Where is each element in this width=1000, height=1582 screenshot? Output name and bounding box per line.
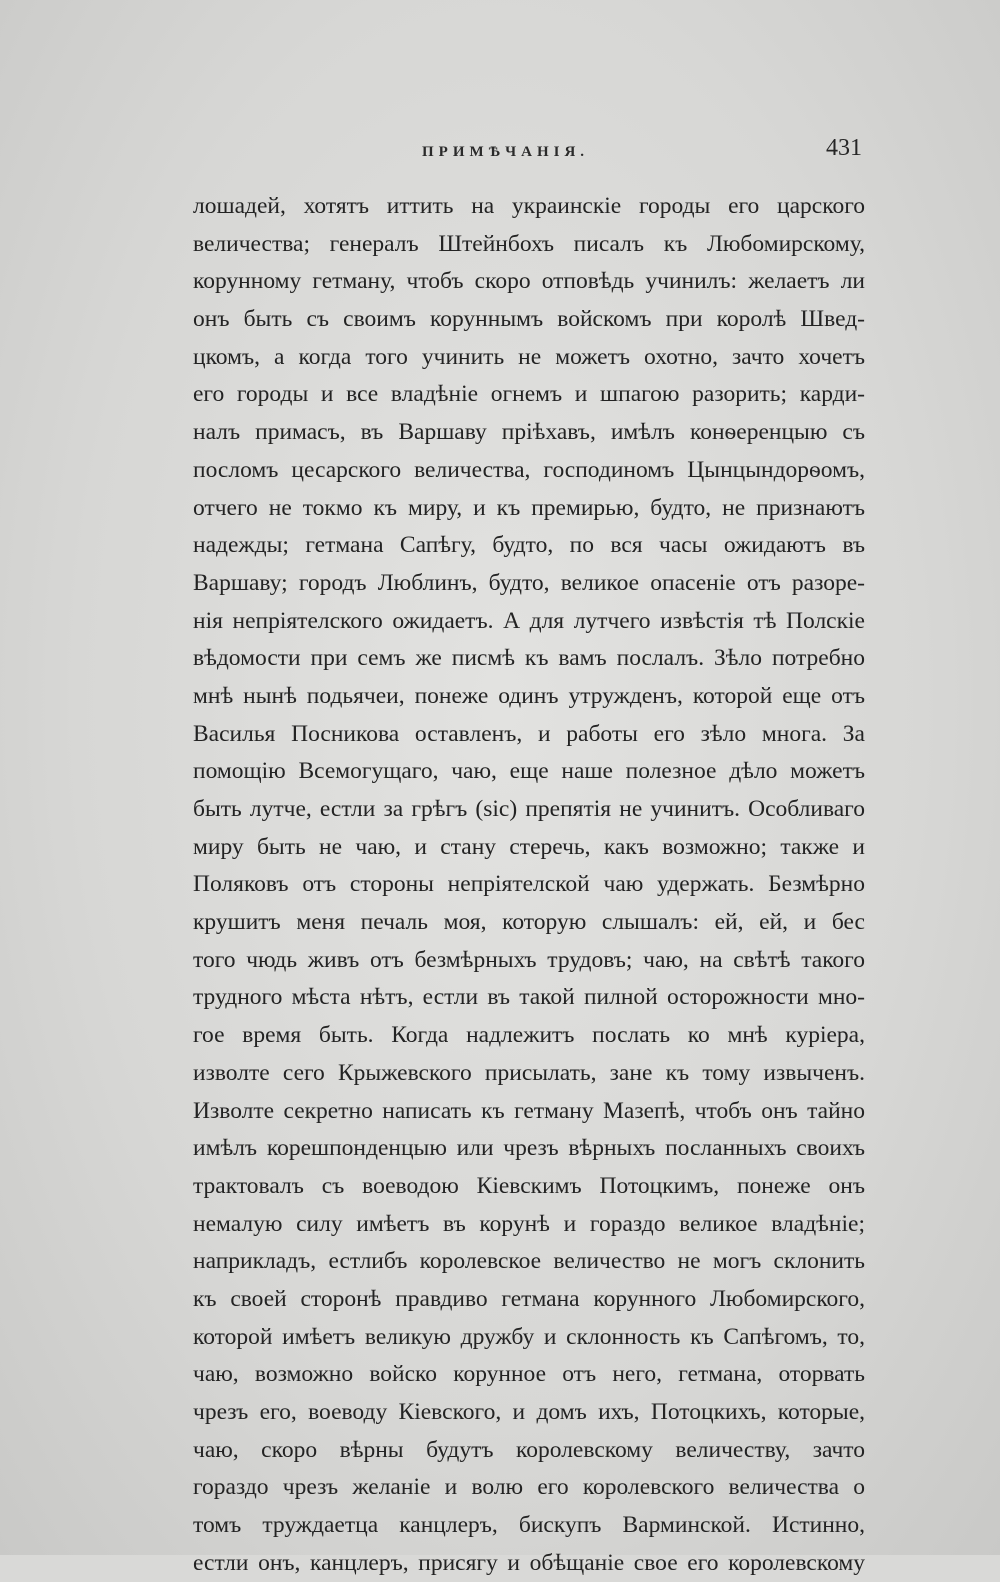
text-line: чаю, возможно войско корунное отъ него, гетмана, оторвать — [193, 1361, 865, 1388]
text-line: налъ примасъ, въ Варшаву пріѣхавъ, имѣлъ конѳеренцыю съ — [193, 419, 865, 446]
text-line: трактовалъ съ воеводою Кіевскимъ Потоцкимъ, понеже онъ — [193, 1172, 865, 1199]
text-line: посломъ цесарского величества, господиномъ Цынцындорѳомъ, — [193, 456, 865, 483]
text-line: Поляковъ отъ стороны непріятелской чаю удержать. Безмѣрно — [193, 871, 865, 898]
text-line: наприкладъ, естлибъ королевское величество не могъ склонить — [193, 1248, 865, 1275]
text-line: Варшаву; городъ Люблинъ, будто, великое опасеніе отъ разоре- — [193, 569, 865, 596]
text-line: которой имѣетъ великую дружбу и склонность къ Сапѣгомъ, то, — [193, 1323, 865, 1350]
text-line: цкомъ, а когда того учинить не можетъ охотно, зачто хочетъ — [193, 343, 865, 370]
text-line: естли онъ, канцлеръ, присягу и обѣщаніе свое его королевскому — [193, 1549, 865, 1576]
text-line: надежды; гетмана Сапѣгу, будто, по вся часы ожидаютъ въ — [193, 532, 865, 559]
text-line: трудного мѣста нѣтъ, естли въ такой пилной осторожности мно- — [193, 984, 865, 1011]
text-line: его городы и все владѣніе огнемъ и шпагою разорить; карди- — [193, 381, 865, 408]
text-line: того чюдь живъ отъ безмѣрныхъ трудовъ; чаю, на свѣтѣ такого — [193, 946, 865, 973]
text-line: корунному гетману, чтобъ скоро отповѣдь учинилъ: желаетъ ли — [193, 268, 865, 295]
text-line: гое время быть. Когда надлежитъ послать ко мнѣ куріера, — [193, 1022, 865, 1049]
text-line: томъ труждаетца канцлеръ, бискупъ Варминской. Истинно, — [193, 1512, 865, 1539]
text-line: чаю, скоро вѣрны будутъ королевскому величеству, зачто — [193, 1436, 865, 1463]
text-line: помощію Всемогущаго, чаю, еще наше полезное дѣло можетъ — [193, 758, 865, 785]
body-text — [193, 188, 865, 1582]
text-line: отчего не токмо къ миру, и къ премирью, будто, не признаютъ — [193, 494, 865, 521]
text-line: величества; генералъ Штейнбохъ писалъ къ Любомирскому, — [193, 230, 865, 257]
text-line: гораздо чрезъ желаніе и волю его королевского величества о — [193, 1474, 865, 1501]
text-line: имѣлъ корешпонденцыю или чрезъ вѣрныхъ посланныхъ своихъ — [193, 1135, 865, 1162]
text-line: вѣдомости при семъ же писмѣ къ вамъ послалъ. Зѣло потребно — [193, 645, 865, 672]
text-line: лошадей, хотятъ иттить на украинскіе городы его царского — [193, 193, 865, 219]
text-line: нія непріятелского ожидаетъ. А для лутчего извѣстія тѣ Полскіе — [193, 607, 865, 634]
text-line: изволте сего Крыжевского присылать, зане къ тому извыченъ. — [193, 1059, 865, 1086]
text-line: мнѣ нынѣ подьячеи, понеже одинъ утружденъ, которой еще отъ — [193, 682, 865, 709]
text-line: крушитъ меня печаль моя, которую слышалъ: ей, ей, и бес — [193, 909, 865, 936]
text-line: миру быть не чаю, и стану стеречь, какъ возможно; также и — [193, 833, 865, 860]
text-line: Василья Посникова оставленъ, и работы его зѣло многа. За — [193, 720, 865, 747]
running-title: ПРИМѢЧАНІЯ. — [422, 144, 590, 160]
text-line: быть лутче, естли за грѣгъ (sic) препятія не учинитъ. Особливаго — [193, 796, 865, 822]
text-line: немалую силу имѣетъ въ корунѣ и гораздо великое владѣніе; — [193, 1210, 865, 1237]
page-number: 431 — [826, 135, 862, 161]
text-line: Изволте секретно написать къ гетману Мазепѣ, чтобъ онъ тайно — [193, 1097, 865, 1124]
text-line: къ своей сторонѣ правдиво гетмана корунного Любомирского, — [193, 1285, 865, 1312]
text-line: чрезъ его, воеводу Кіевского, и домъ ихъ, Потоцкихъ, которые, — [193, 1399, 865, 1425]
text-line: онъ быть съ своимъ коруннымъ войскомъ при королѣ Швед- — [193, 306, 865, 333]
